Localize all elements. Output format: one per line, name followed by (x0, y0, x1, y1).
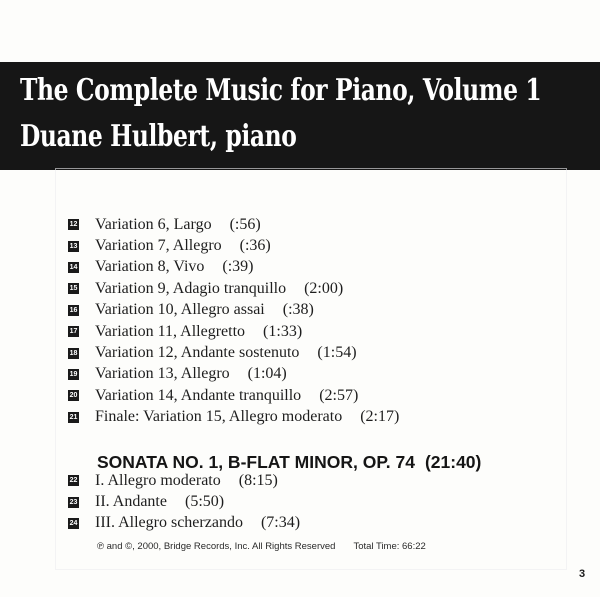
track-title: Variation 6, Largo (95, 215, 212, 233)
track-duration: (2:57) (319, 386, 359, 404)
track-title: Finale: Variation 15, Allegro moderato (95, 408, 343, 426)
track-number-badge: 17 (69, 328, 78, 336)
track-title: Variation 12, Andante sostenuto (95, 344, 300, 362)
copyright-notice: ℗ and ©, 2000, Bridge Records, Inc. All Rights Reserved (97, 541, 336, 552)
track-row (68, 321, 588, 342)
track-number-badge: 21 (69, 413, 78, 421)
track-title: Variation 11, Allegretto (95, 322, 246, 340)
track-duration: (1:33) (263, 322, 303, 340)
movement-duration: (5:50) (184, 493, 225, 511)
track-duration: (:36) (239, 237, 271, 255)
track-number-badge: 19 (69, 370, 78, 378)
track-number-badge: 23 (69, 498, 78, 506)
movement-title: II. Andante (95, 493, 167, 511)
track-number-badge: 24 (69, 519, 78, 527)
page-number: 3 (579, 568, 586, 580)
performer-name: Duane Hulbert, piano (20, 119, 297, 154)
track-title: Variation 10, Allegro assai (95, 301, 265, 319)
track-number-badge: 13 (69, 242, 78, 250)
movement-title: I. Allegro moderato (95, 471, 221, 489)
track-row (68, 214, 588, 235)
track-duration: (1:54) (317, 344, 357, 362)
track-row (68, 278, 588, 299)
sonata-duration: (21:40) (424, 452, 482, 472)
track-duration: (1:04) (247, 365, 287, 383)
track-duration: (:38) (282, 301, 314, 319)
track-row (68, 364, 588, 385)
movement-duration: (8:15) (238, 471, 278, 489)
copyright-footer (97, 541, 426, 552)
movement-duration: (7:34) (260, 514, 301, 532)
track-list (68, 214, 588, 428)
track-number-badge: 22 (69, 477, 78, 485)
track-number-badge: 14 (69, 263, 78, 271)
track-duration: (:56) (229, 215, 261, 233)
track-duration: (2:17) (360, 408, 400, 426)
track-row (68, 407, 588, 428)
track-title: Variation 14, Andante tranquillo (95, 386, 302, 404)
track-duration: (:39) (222, 258, 254, 276)
track-row (68, 342, 588, 363)
track-row (68, 257, 588, 278)
sonata-title: SONATA NO. 1, B-FLAT MINOR, OP. 74 (97, 452, 415, 472)
track-row (68, 385, 588, 406)
track-number-badge: 16 (69, 306, 78, 314)
total-time: Total Time: 66:22 (353, 541, 426, 552)
track-number-badge: 12 (69, 221, 78, 229)
movement-row (68, 491, 588, 512)
track-number-badge: 18 (69, 349, 78, 357)
track-title: Variation 8, Vivo (95, 258, 205, 276)
album-title: The Complete Music for Piano, Volume 1 (20, 73, 542, 108)
sonata-movement-list (68, 470, 588, 534)
track-title: Variation 7, Allegro (95, 237, 222, 255)
track-number-badge: 20 (69, 392, 78, 400)
track-duration: (2:00) (304, 279, 344, 297)
track-number-badge: 15 (69, 285, 78, 293)
movement-row (68, 470, 588, 491)
track-row (68, 235, 588, 256)
track-title: Variation 13, Allegro (95, 365, 230, 383)
movement-title: III. Allegro scherzando (95, 514, 243, 532)
movement-row (68, 513, 588, 534)
track-row (68, 300, 588, 321)
track-title: Variation 9, Adagio tranquillo (95, 279, 287, 297)
